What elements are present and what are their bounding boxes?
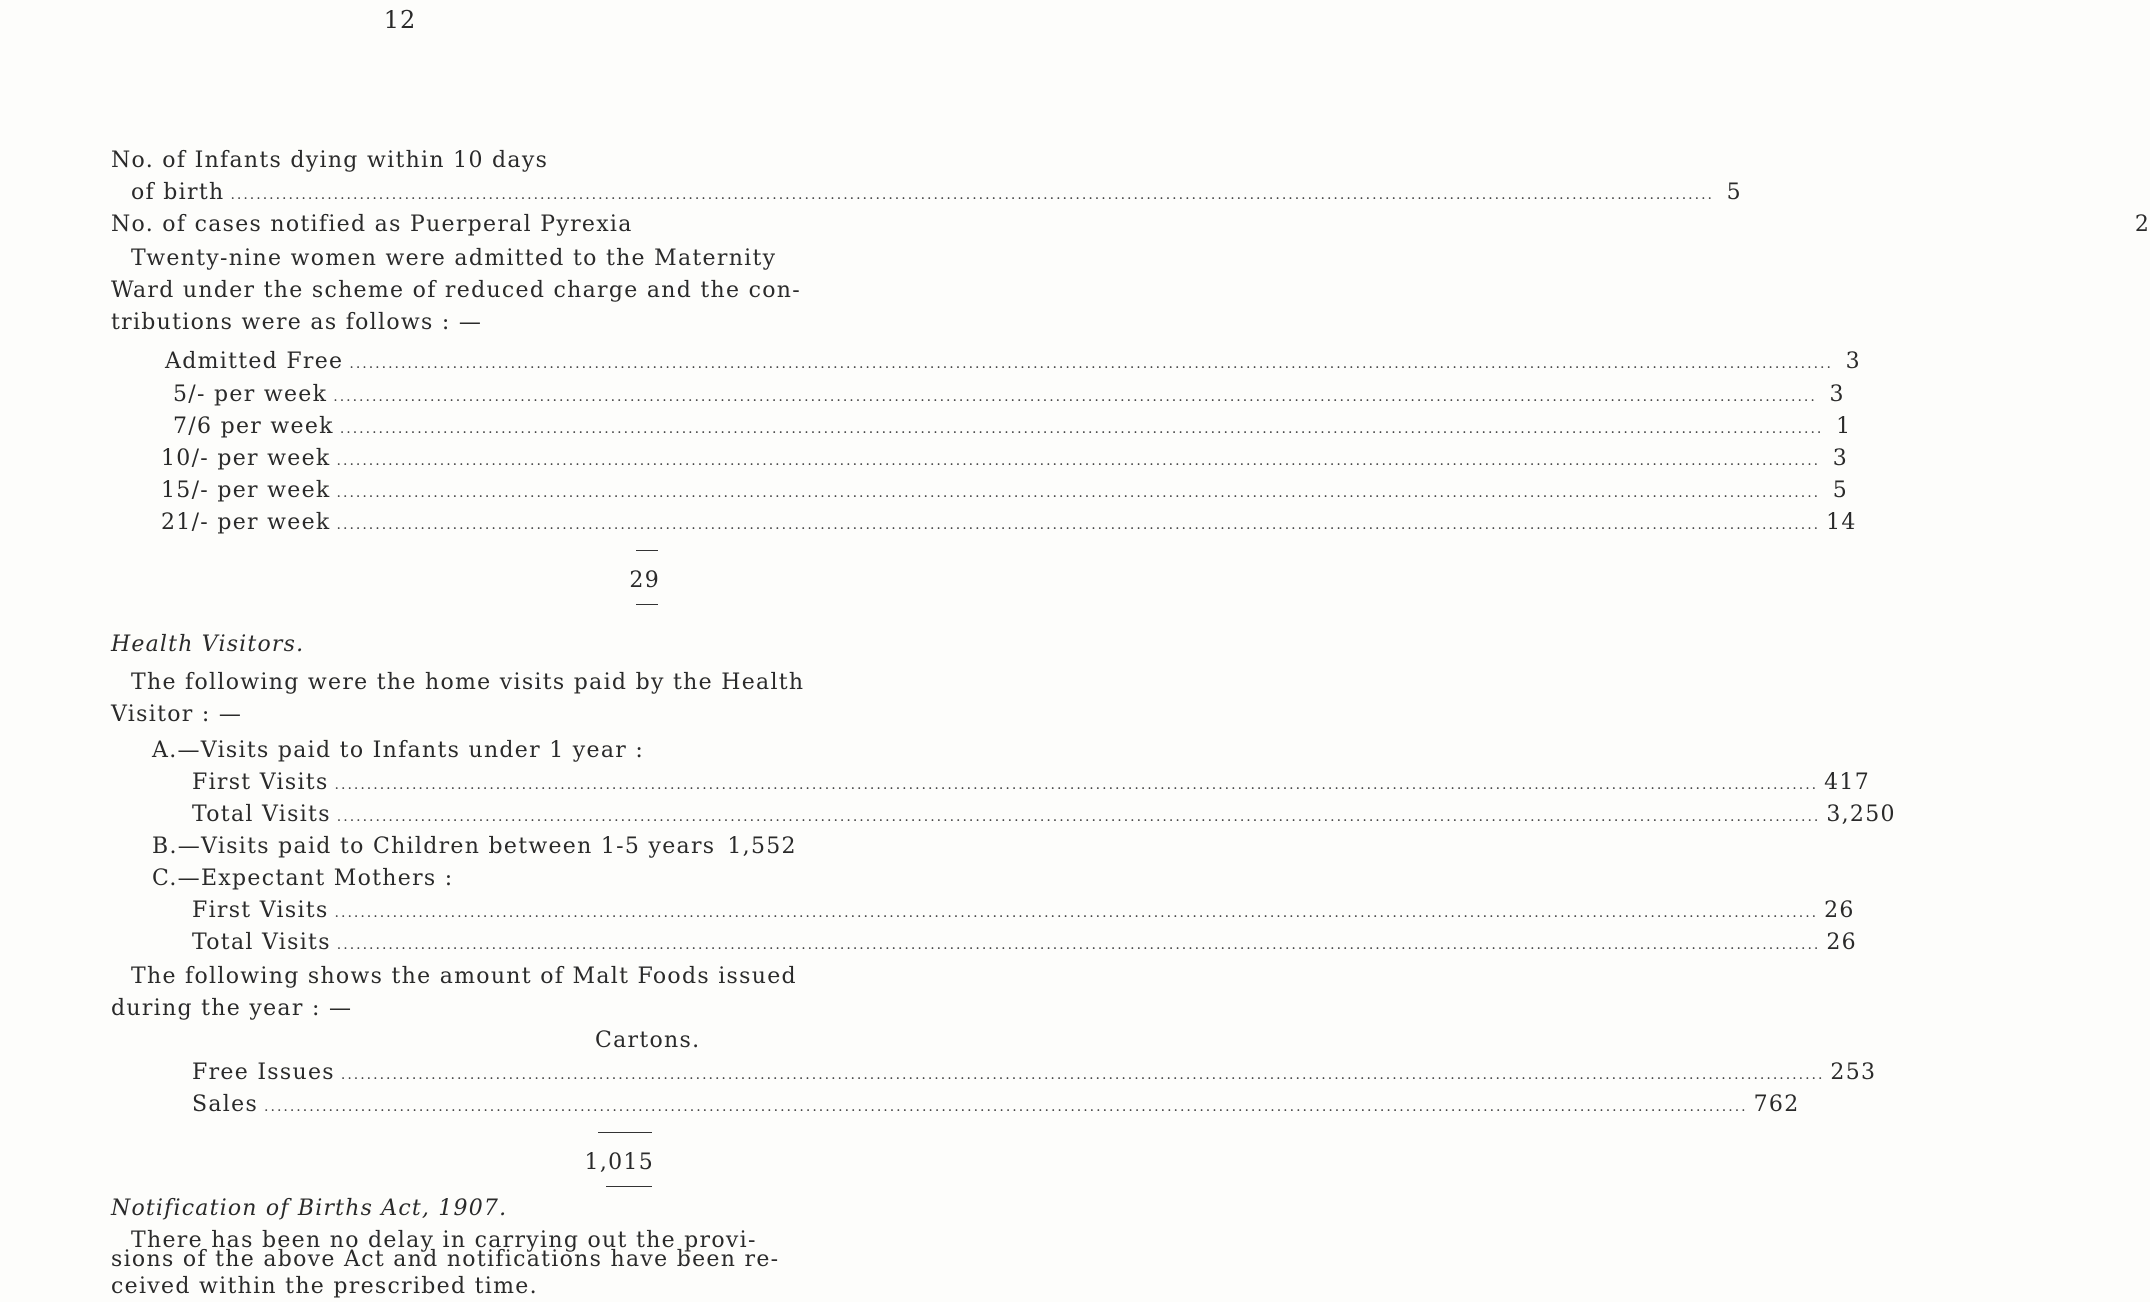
maternity-total-rule	[636, 550, 658, 551]
maternity-total-underline	[636, 604, 658, 605]
maternity-row-2: 5/- per week ..... 3	[173, 380, 659, 412]
cartons-total-rule	[598, 1132, 652, 1133]
section-a-first-row: First Visits ..... 417	[192, 768, 702, 800]
health-visitors-para-line-2: Visitor : —	[111, 702, 243, 727]
malt-para-line-1: The following shows the amount of Malt Foods issued	[131, 964, 797, 989]
maternity-total: 29	[629, 568, 660, 593]
free-issues-row: Free Issues ..... 253	[192, 1058, 654, 1090]
section-c-first-row: First Visits ..... 26	[192, 896, 702, 928]
cartons-header: Cartons.	[595, 1028, 701, 1053]
maternity-para-line-2: Ward under the scheme of reduced charge and the con-	[111, 278, 802, 303]
notification-para-line-1: There has been no delay in carrying out the provi-	[131, 1228, 757, 1253]
cartons-total-underline	[606, 1186, 652, 1187]
sales-row: Sales ..... 762	[192, 1090, 654, 1122]
maternity-row-1: Admitted Free ..... 3	[165, 347, 659, 379]
notification-para-line-3: ceived within the prescribed time.	[111, 1274, 538, 1299]
health-visitors-para-line-1: The following were the home visits paid by the Health	[131, 670, 805, 695]
section-a-total-row: Total Visits ..... 3,250	[192, 800, 704, 832]
malt-para-line-2: during the year : —	[111, 996, 353, 1021]
section-c-total-row: Total Visits ..... 26	[192, 928, 702, 960]
maternity-para-line-1: Twenty-nine women were admitted to the Maternity	[131, 246, 777, 271]
maternity-row-4: 10/- per week ..... 3	[161, 444, 659, 476]
pyrexia-label: No. of cases notified as Puerperal Pyrexia	[111, 212, 633, 237]
section-b-row: B.—Visits paid to Children between 1-5 years 1,552	[152, 834, 797, 859]
notification-heading: Notification of Births Act, 1907.	[111, 1196, 508, 1221]
infants-dying-value: 5	[1726, 180, 1742, 205]
infants-dying-label: No. of Infants dying within 10 days	[111, 148, 549, 173]
pyrexia-row	[111, 210, 2150, 242]
maternity-row-3: 7/6 per week ..... 1	[173, 412, 659, 444]
maternity-row-5: 15/- per week ..... 5	[161, 476, 659, 508]
pyrexia-value: 2	[2134, 212, 2150, 237]
infants-dying-label-cont: of birth	[131, 180, 225, 205]
infants-dying-row	[131, 178, 1742, 210]
section-c-label: C.—Expectant Mothers :	[152, 866, 454, 891]
notification-para-line-2: sions of the above Act and notifications have been re-	[111, 1247, 780, 1272]
page-number: 12	[383, 6, 417, 34]
maternity-para-line-3: tributions were as follows : —	[111, 310, 483, 335]
section-a-label: A.—Visits paid to Infants under 1 year :	[152, 738, 645, 763]
cartons-total: 1,015	[584, 1150, 654, 1175]
health-visitors-heading: Health Visitors.	[111, 632, 305, 657]
maternity-row-6: 21/- per week ..... 14	[161, 508, 659, 540]
